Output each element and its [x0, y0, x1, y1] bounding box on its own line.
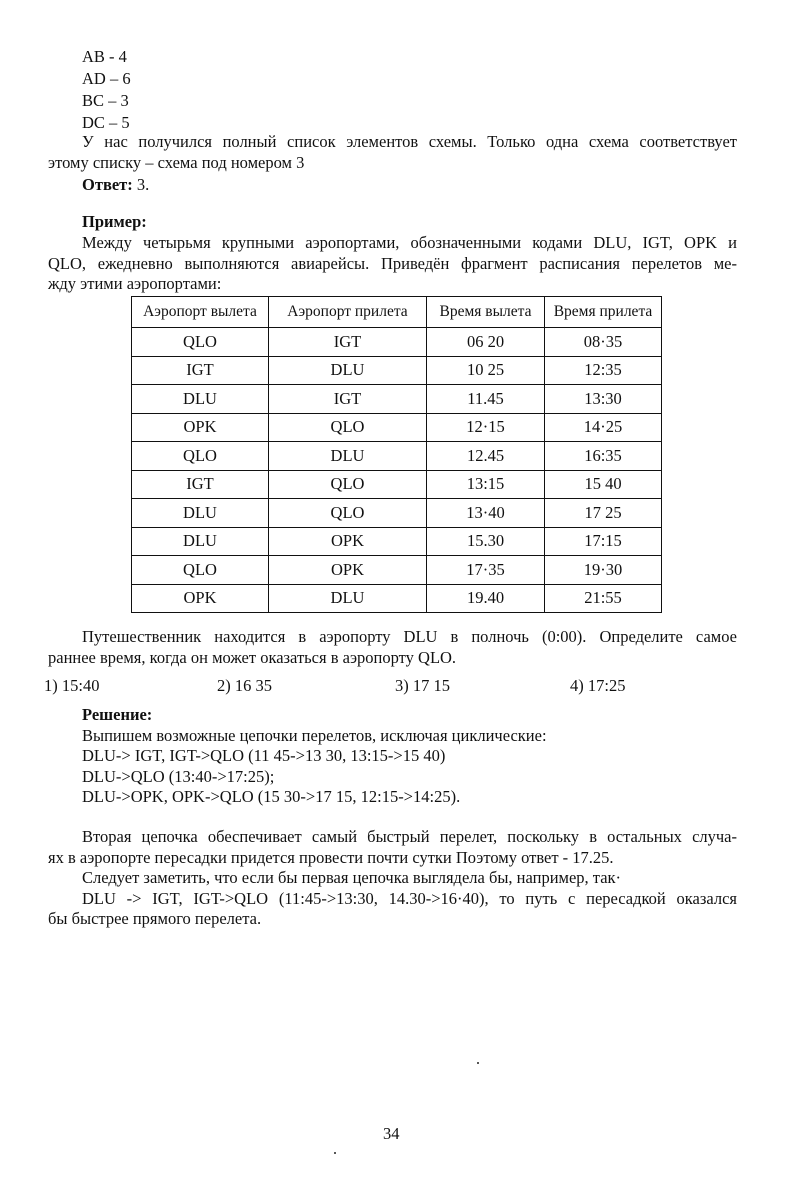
cell-arrival-time: 19·30 — [545, 556, 662, 585]
list-item-dc: DC – 5 — [82, 113, 130, 132]
cell-arrival-time: 13:30 — [545, 385, 662, 414]
question-line-1: Путешественник находится в аэропорту DLU в полночь (0:00). Определите самое — [82, 627, 737, 646]
header-departure-time: Время вылета — [427, 297, 545, 328]
cell-arrival-airport: IGT — [269, 328, 427, 357]
conclusion-line-4: DLU -> IGT, IGT->QLO (11:45->13:30, 14.30->16·40), то путь с пересадкой оказался — [82, 889, 737, 908]
cell-arrival-time: 16:35 — [545, 442, 662, 471]
example-line-3: жду этими аэропортами: — [48, 274, 222, 293]
cell-departure-airport: DLU — [132, 385, 269, 414]
cell-arrival-time: 12:35 — [545, 356, 662, 385]
cell-departure-time: 12.45 — [427, 442, 545, 471]
header-departure-airport: Аэропорт вылета — [132, 297, 269, 328]
cell-departure-time: 10 25 — [427, 356, 545, 385]
answer-line — [82, 175, 149, 195]
cell-arrival-airport: DLU — [269, 442, 427, 471]
cell-departure-airport: QLO — [132, 328, 269, 357]
cell-departure-airport: IGT — [132, 356, 269, 385]
answer-label: Ответ: — [82, 175, 133, 194]
list-item-bc: BC – 3 — [82, 91, 129, 110]
header-arrival-airport: Аэропорт прилета — [269, 297, 427, 328]
example-line-1: Между четырьмя крупными аэропортами, обозначенными кодами DLU, IGT, OPK и — [82, 233, 737, 252]
conclusion-line-2: ях в аэропорте пересадки придется провести почти сутки Поэтому ответ - 17.25. — [48, 848, 614, 867]
answer-options — [44, 676, 744, 696]
cell-arrival-time: 08·35 — [545, 328, 662, 357]
conclusion-line-1: Вторая цепочка обеспечивает самый быстрый перелет, поскольку в остальных случа- — [82, 827, 737, 846]
answer-value: 3. — [132, 175, 150, 194]
cell-arrival-airport: QLO — [269, 499, 427, 528]
table-header-row — [132, 297, 662, 328]
solution-line-3: DLU->QLO (13:40->17:25); — [82, 767, 275, 786]
cell-departure-time: 15.30 — [427, 527, 545, 556]
conclusion-line-3: Следует заметить, что если бы первая цепочка выглядела бы, например, так· — [82, 868, 622, 887]
table-row — [132, 356, 662, 385]
cell-departure-airport: QLO — [132, 442, 269, 471]
example-heading: Пример: — [82, 212, 147, 231]
cell-departure-airport: QLO — [132, 556, 269, 585]
cell-arrival-airport: DLU — [269, 356, 427, 385]
cell-departure-time: 12·15 — [427, 413, 545, 442]
cell-departure-time: 17·35 — [427, 556, 545, 585]
cell-arrival-time: 14·25 — [545, 413, 662, 442]
list-item-ab: AB - 4 — [82, 47, 127, 66]
page-number: 34 — [383, 1124, 400, 1143]
table-row — [132, 584, 662, 613]
cell-departure-airport: DLU — [132, 499, 269, 528]
intro-line-2: этому списку – схема под номером 3 — [48, 153, 305, 172]
intro-line-1: У нас получился полный список элементов схемы. Только одна схема соответствует — [82, 132, 737, 151]
table-row — [132, 442, 662, 471]
cell-arrival-time: 17:15 — [545, 527, 662, 556]
option-1: 1) 15:40 — [44, 676, 100, 695]
option-2: 2) 16 35 — [217, 676, 272, 695]
header-arrival-time: Время прилета — [545, 297, 662, 328]
cell-departure-time: 13·40 — [427, 499, 545, 528]
solution-heading: Решение: — [82, 705, 153, 724]
solution-line-4: DLU->OPK, OPK->QLO (15 30->17 15, 12:15->14:25). — [82, 787, 461, 806]
question-line-2: раннее время, когда он может оказаться в аэропорту QLO. — [48, 648, 457, 667]
cell-departure-time: 11.45 — [427, 385, 545, 414]
solution-line-2: DLU-> IGT, IGT->QLO (11 45->13 30, 13:15->15 40) — [82, 746, 446, 765]
cell-departure-airport: OPK — [132, 584, 269, 613]
solution-line-1: Выпишем возможные цепочки перелетов, исключая циклические: — [82, 726, 547, 745]
cell-arrival-airport: QLO — [269, 413, 427, 442]
cell-departure-time: 19.40 — [427, 584, 545, 613]
cell-departure-airport: DLU — [132, 527, 269, 556]
cell-arrival-airport: IGT — [269, 385, 427, 414]
cell-departure-airport: IGT — [132, 470, 269, 499]
cell-departure-time: 06 20 — [427, 328, 545, 357]
cell-departure-airport: OPK — [132, 413, 269, 442]
table-row — [132, 413, 662, 442]
cell-arrival-airport: QLO — [269, 470, 427, 499]
table-row — [132, 470, 662, 499]
cell-arrival-airport: OPK — [269, 556, 427, 585]
conclusion-line-5: бы быстрее прямого перелета. — [48, 909, 262, 928]
example-line-2: QLO, ежедневно выполняются авиарейсы. Приведён фрагмент расписания перелетов ме- — [48, 254, 737, 273]
cell-arrival-time: 17 25 — [545, 499, 662, 528]
scan-speck — [334, 1152, 336, 1154]
scan-speck — [477, 1062, 479, 1064]
table-row — [132, 328, 662, 357]
cell-arrival-airport: DLU — [269, 584, 427, 613]
option-3: 3) 17 15 — [395, 676, 450, 695]
table-row — [132, 385, 662, 414]
table-row — [132, 556, 662, 585]
cell-arrival-time: 21:55 — [545, 584, 662, 613]
table-row — [132, 527, 662, 556]
cell-arrival-time: 15 40 — [545, 470, 662, 499]
cell-arrival-airport: OPK — [269, 527, 427, 556]
cell-departure-time: 13:15 — [427, 470, 545, 499]
list-item-ad: AD – 6 — [82, 69, 131, 88]
flight-schedule-table — [131, 296, 662, 613]
option-4: 4) 17:25 — [570, 676, 626, 695]
table-row — [132, 499, 662, 528]
